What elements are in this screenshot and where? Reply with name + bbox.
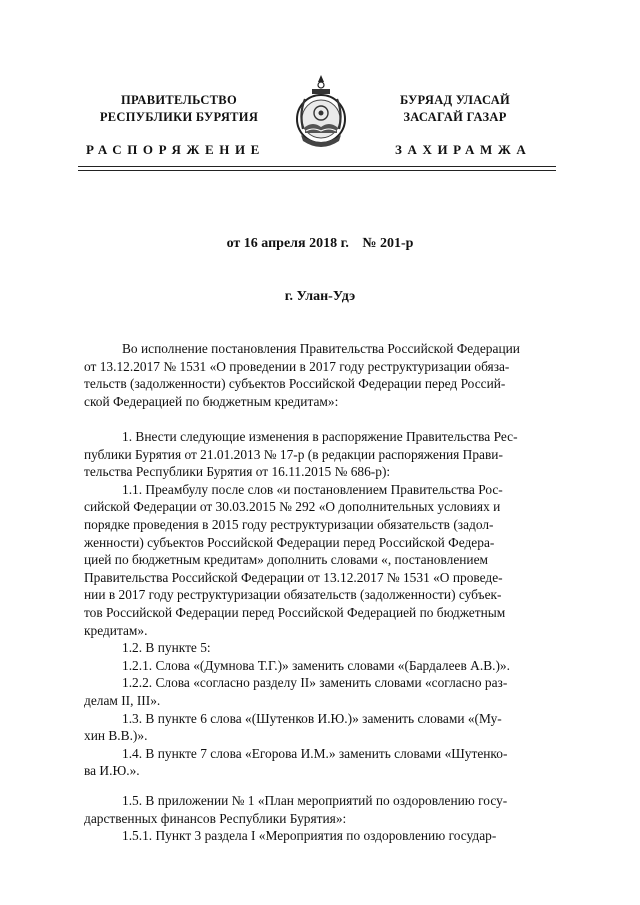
text-line: 1.5. В приложении № 1 «План мероприятий по оздоровлению госу- xyxy=(122,793,508,808)
header-divider-thick xyxy=(78,166,556,167)
text-line: 1.5.1. Пункт 3 раздела I «Мероприятия по оздоровлению государ- xyxy=(122,828,497,844)
text-line: от 13.12.2017 № 1531 «О проведении в 2017 году реструктуризации обяза- xyxy=(84,358,510,374)
header-divider-thin xyxy=(78,170,556,171)
text-line: делам II, III». xyxy=(84,692,161,708)
coat-of-arms-icon xyxy=(293,73,349,153)
government-name-line1: ПРАВИТЕЛЬСТВО xyxy=(121,93,237,107)
text-line: тельств (задолженности) субъектов Российской Федерации перед Россий- xyxy=(84,376,506,392)
document-date: от 16 апреля 2018 г. xyxy=(226,236,349,251)
text-line: 1. Внести следующие изменения в распоряжение Правительства Рес- xyxy=(122,429,518,444)
text-line: цией по бюджетным кредитам» дополнить словами «, постановлением xyxy=(84,552,489,568)
text-line: тельства Республики Бурятия от 16.11.2015 № 686-р): xyxy=(84,464,391,480)
text-line: 1.1. Преамбулу после слов «и постановлением Правительства Рос- xyxy=(122,481,503,497)
text-line: Во исполнение постановления Правительства Российской Федерации xyxy=(122,341,520,356)
document-date-number xyxy=(0,236,640,252)
text-line: сийской Федерации от 30.03.2015 № 292 «О дополнительных условиях и xyxy=(84,499,501,515)
document-number: № 201-р xyxy=(362,236,414,251)
document-type-buryat: ЗАХИРАМЖА xyxy=(395,142,532,157)
text-line: ской Федерацией по бюджетным кредитам»: xyxy=(84,393,339,409)
government-name-buryat-line2: ЗАСАГАЙ ГАЗАР xyxy=(403,110,507,124)
text-line: 1.4. В пункте 7 слова «Егорова И.М.» заменить словами «Шутенко- xyxy=(122,745,508,761)
text-line: ва И.Ю.». xyxy=(84,763,140,779)
text-line: 1.2. В пункте 5: xyxy=(122,640,211,656)
text-line: дарственных финансов Республики Бурятия»: xyxy=(84,810,347,826)
text-line: кредитам». xyxy=(84,622,148,638)
government-name-buryat-line1: БУРЯАД УЛАСАЙ xyxy=(399,93,511,107)
text-line: 1.2.1. Слова «(Думнова Т.Г.)» заменить словами «(Бардалеев А.В.)». xyxy=(122,657,510,673)
text-line: 1.2.2. Слова «согласно разделу II» заменить словами «согласно раз- xyxy=(122,675,508,691)
government-name-russian xyxy=(84,92,274,126)
text-line: хин В.В.)». xyxy=(84,728,148,744)
text-line: порядке проведения в 2015 году реструктуризации обязательств (задол- xyxy=(84,516,494,532)
text-line: Правительства Российской Федерации от 13.12.2017 № 1531 «О проведе- xyxy=(84,569,503,585)
section-amendments xyxy=(84,428,572,780)
text-line: тов Российской Федерации перед Российской Федерацией по бюджетным xyxy=(84,604,506,620)
preamble xyxy=(84,340,572,410)
document-type-russian: РАСПОРЯЖЕНИЕ xyxy=(86,142,265,157)
document-city: г. Улан-Удэ xyxy=(284,289,356,304)
government-name-line2: РЕСПУБЛИКИ БУРЯТИЯ xyxy=(99,110,259,124)
text-line: публики Бурятия от 21.01.2013 № 17-р (в редакции распоряжения Прави- xyxy=(84,446,503,462)
text-line: нии в 2017 году реструктуризации обязательств (задолженности) субъек- xyxy=(84,587,502,603)
section-appendix xyxy=(84,792,572,845)
government-name-buryat xyxy=(370,92,540,126)
text-line: 1.3. В пункте 6 слова «(Шутенков И.Ю.)» заменить словами «(Му- xyxy=(122,710,502,726)
text-line: женности) субъектов Российской Федерации перед Российской Федера- xyxy=(84,534,495,550)
